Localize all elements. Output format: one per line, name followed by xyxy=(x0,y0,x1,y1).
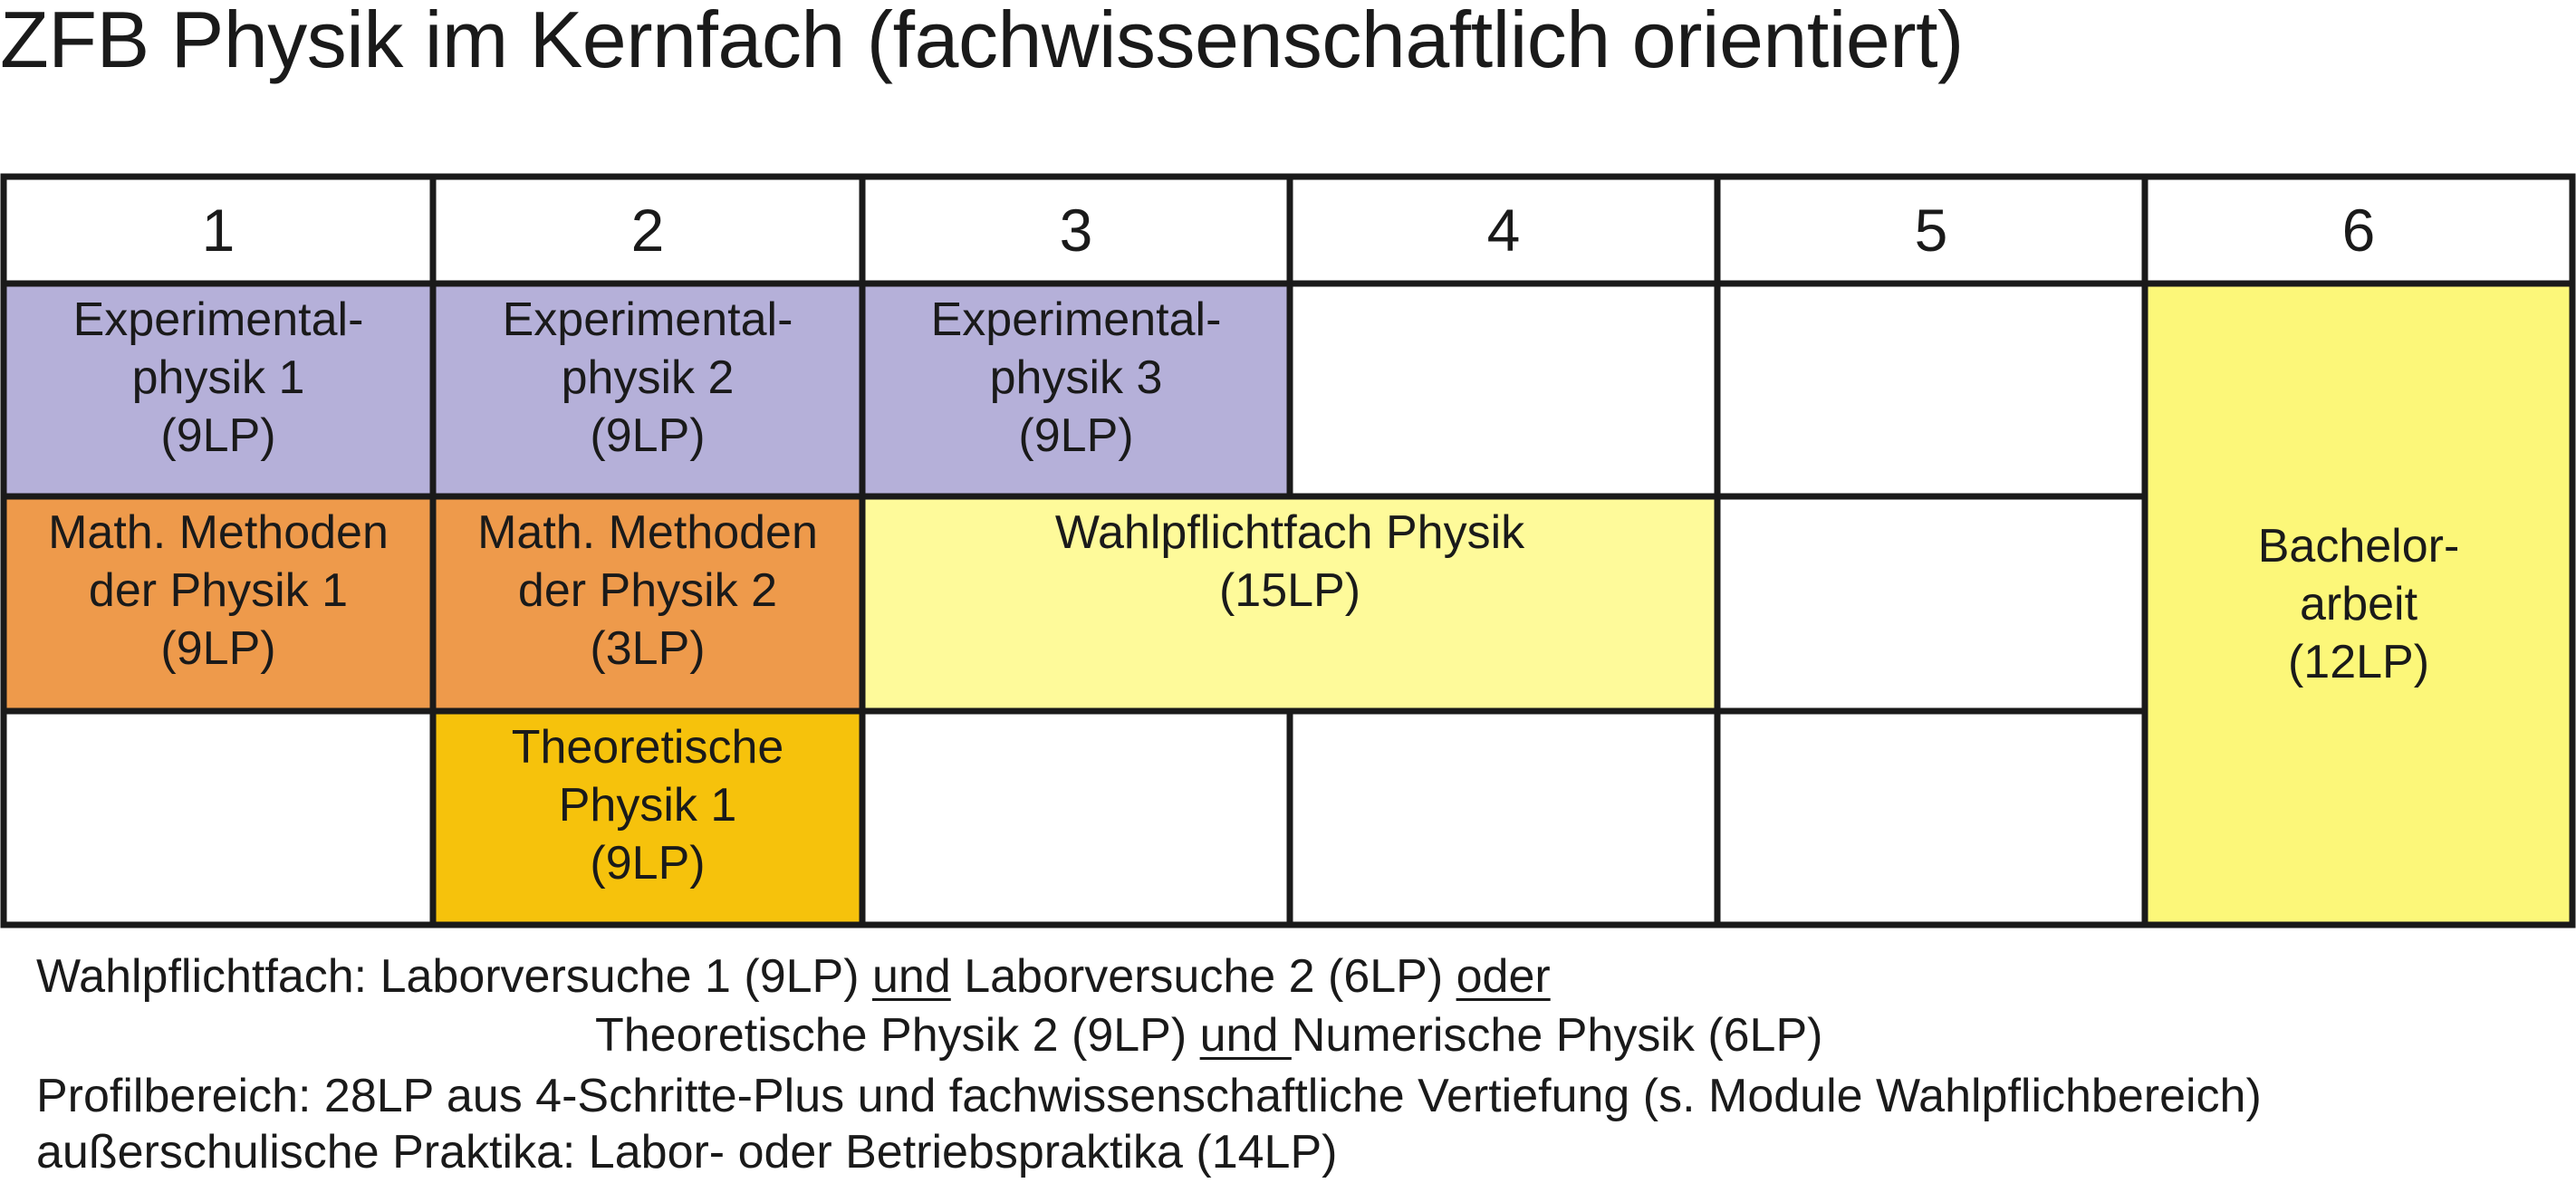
semester-label: 4 xyxy=(1486,197,1521,264)
module-label: Experimental- physik 1 (9LP) xyxy=(72,293,364,462)
module-math-methoden-2 xyxy=(433,496,862,711)
module-experimentalphysik-2 xyxy=(433,284,862,496)
footnote-profilbereich xyxy=(36,1067,2262,1125)
empty-cell xyxy=(1717,711,2145,925)
footnote-wahlpflichtfach xyxy=(36,947,1551,1005)
semester-label: 2 xyxy=(630,197,665,264)
footnote-und: und xyxy=(1199,1009,1292,1062)
empty-cell xyxy=(1290,711,1717,925)
empty-cell xyxy=(1717,496,2145,711)
empty-cell xyxy=(1717,284,2145,496)
footnote-text: Wahlpflichtfach: Laborversuche 1 (9LP) xyxy=(36,950,872,1003)
module-bachelorarbeit xyxy=(2145,284,2572,925)
footnote-wahlpflichtfach-alternative xyxy=(595,1006,1822,1064)
footnote-und: und xyxy=(871,950,951,1003)
module-label: Math. Methoden der Physik 1 (9LP) xyxy=(48,506,389,675)
footnote-text: Theoretische Physik 2 (9LP) xyxy=(595,1009,1200,1062)
empty-cell xyxy=(862,711,1290,925)
footnote-praktika xyxy=(36,1123,1337,1181)
empty-cell xyxy=(4,711,433,925)
module-wahlpflichtfach-physik xyxy=(862,496,1717,711)
module-label: Experimental- physik 3 (9LP) xyxy=(930,293,1222,462)
module-math-methoden-1 xyxy=(4,496,433,711)
semester-header-6 xyxy=(2145,177,2572,284)
module-label: Wahlpflichtfach Physik (15LP) xyxy=(1054,506,1525,617)
module-label: Theoretische Physik 1 (9LP) xyxy=(511,721,784,890)
module-label: Experimental- physik 2 (9LP) xyxy=(502,293,793,462)
semester-label: 6 xyxy=(2341,197,2376,264)
semester-header-2 xyxy=(433,177,862,284)
module-theoretische-physik-1 xyxy=(433,711,862,925)
footnote-text: Profilbereich: 28LP aus 4-Schritte-Plus und fachwissenschaftliche Vertiefung (s. Module Wahlpflichbereich) xyxy=(36,1070,2262,1122)
semester-label: 1 xyxy=(201,197,235,264)
module-experimentalphysik-1 xyxy=(4,284,433,496)
semester-label: 5 xyxy=(1914,197,1948,264)
semester-header-1 xyxy=(4,177,433,284)
semester-header-3 xyxy=(862,177,1290,284)
page-title: ZFB Physik im Kernfach (fachwissenschaftlich orientiert) xyxy=(0,0,1964,84)
footnote-text: Laborversuche 2 (6LP) xyxy=(950,950,1456,1003)
semester-label: 3 xyxy=(1059,197,1093,264)
footnote-oder: oder xyxy=(1456,950,1551,1003)
footnote-text: außerschulische Praktika: Labor- oder Betriebspraktika (14LP) xyxy=(36,1126,1338,1178)
footnote-text: Numerische Physik (6LP) xyxy=(1291,1009,1823,1062)
semester-header-4 xyxy=(1290,177,1717,284)
module-experimentalphysik-3 xyxy=(862,284,1290,496)
module-label: Math. Methoden der Physik 2 (3LP) xyxy=(477,506,818,675)
module-label: Bachelor- arbeit (12LP) xyxy=(2257,520,2460,688)
empty-cell xyxy=(1290,284,1717,496)
semester-header-5 xyxy=(1717,177,2145,284)
